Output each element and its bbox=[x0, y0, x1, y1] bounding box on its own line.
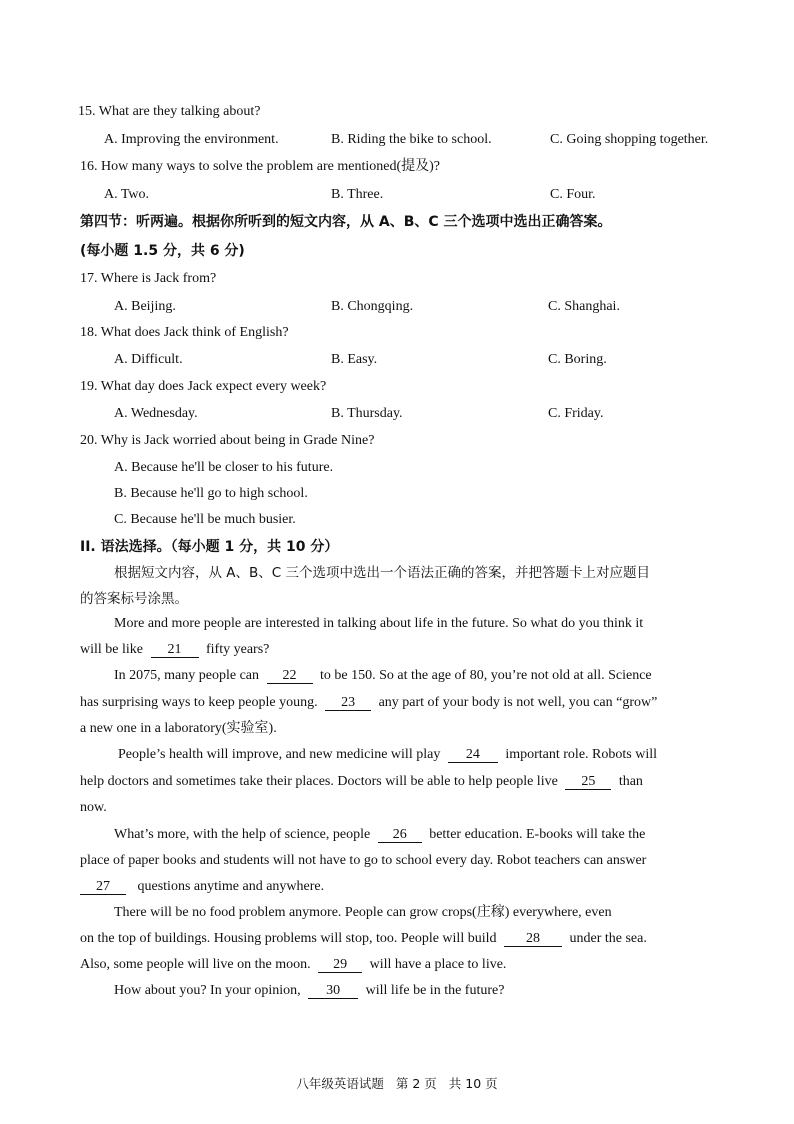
blank-22: 22 bbox=[267, 668, 313, 684]
blank-28: 28 bbox=[504, 931, 562, 947]
passage-line-8: now. bbox=[80, 800, 107, 815]
question-16-option-b: B. Three. bbox=[331, 187, 384, 202]
question-19-option-a: A. Wednesday. bbox=[114, 406, 198, 421]
question-18-stem: 18. What does Jack think of English? bbox=[80, 325, 289, 340]
passage-line-6: People’s health will improve, and new medicine will play 24 important role. Robots will bbox=[118, 747, 657, 762]
question-20-stem: 20. Why is Jack worried about being in Grade Nine? bbox=[80, 433, 375, 448]
passage-line-14: Also, some people will live on the moon. 29 will have a place to live. bbox=[80, 957, 507, 972]
blank-21: 21 bbox=[151, 642, 199, 658]
question-20-option-a: A. Because he'll be closer to his future. bbox=[114, 460, 334, 475]
passage-line-1: More and more people are interested in talking about life in the future. So what do you think it bbox=[114, 616, 644, 631]
page-footer bbox=[0, 1074, 794, 1092]
passage-line-13: on the top of buildings. Housing problems will stop, too. People will build 28 under the sea. bbox=[80, 931, 647, 946]
blank-27: 27 bbox=[80, 879, 126, 895]
question-15-option-c: C. Going shopping together. bbox=[550, 132, 709, 147]
question-17-option-c: C. Shanghai. bbox=[548, 299, 620, 314]
question-18-option-a: A. Difficult. bbox=[114, 352, 183, 367]
part-2-title: II. 语法选择。（每小题 1 分，共 10 分） bbox=[80, 539, 339, 555]
blank-29: 29 bbox=[318, 957, 362, 973]
passage-line-12: There will be no food problem anymore. People can grow crops(庄稼) everywhere, even bbox=[114, 905, 612, 920]
question-17-stem: 17. Where is Jack from? bbox=[80, 271, 217, 286]
question-15-stem: 15. What are they talking about? bbox=[78, 104, 261, 119]
blank-24: 24 bbox=[448, 747, 498, 763]
blank-25: 25 bbox=[565, 774, 611, 790]
part-2-instruction-line-1: 根据短文内容，从 A、B、C 三个选项中选出一个语法正确的答案，并把答题卡上对应题目 bbox=[114, 565, 651, 581]
question-15-option-b: B. Riding the bike to school. bbox=[331, 132, 492, 147]
question-16-stem: 16. How many ways to solve the problem are mentioned(提及)? bbox=[80, 159, 441, 174]
blank-26: 26 bbox=[378, 827, 422, 843]
question-15-option-a: A. Improving the environment. bbox=[104, 132, 279, 147]
passage-line-3: In 2075, many people can 22 to be 150. So at the age of 80, you’re not old at all. Science bbox=[114, 668, 652, 683]
part-2-instruction-line-2: 的答案标号涂黑。 bbox=[80, 591, 188, 607]
question-18-option-c: C. Boring. bbox=[548, 352, 607, 367]
question-19-option-c: C. Friday. bbox=[548, 406, 604, 421]
passage-line-7: help doctors and sometimes take their places. Doctors will be able to help people live 25 than bbox=[80, 774, 643, 789]
question-20-option-c: C. Because he'll be much busier. bbox=[114, 512, 296, 527]
question-19-option-b: B. Thursday. bbox=[331, 406, 403, 421]
passage-line-10: place of paper books and students will not have to go to school every day. Robot teachers can answer bbox=[80, 853, 647, 868]
passage-line-11: 27 questions anytime and anywhere. bbox=[80, 878, 324, 896]
passage-line-2: will be like 21 fifty years? bbox=[80, 642, 270, 657]
footer-total-pages: 共 10 页 bbox=[448, 1076, 498, 1091]
section-4-scoring: (每小题 1.5 分，共 6 分) bbox=[80, 243, 245, 259]
footer-subject: 八年级英语试题 bbox=[296, 1076, 384, 1091]
question-17-option-b: B. Chongqing. bbox=[331, 299, 414, 314]
footer-page-number: 第 2 页 bbox=[395, 1076, 437, 1091]
passage-line-4: has surprising ways to keep people young. 23 any part of your body is not well, you can “grow” bbox=[80, 695, 658, 710]
passage-line-9: What’s more, with the help of science, people 26 better education. E-books will take the bbox=[114, 827, 646, 842]
passage-line-15: How about you? In your opinion, 30 will life be in the future? bbox=[114, 983, 505, 998]
question-16-option-a: A. Two. bbox=[104, 187, 150, 202]
question-17-option-a: A. Beijing. bbox=[114, 299, 176, 314]
passage-line-5: a new one in a laboratory(实验室). bbox=[80, 721, 277, 736]
blank-23: 23 bbox=[325, 695, 371, 711]
question-20-option-b: B. Because he'll go to high school. bbox=[114, 486, 308, 501]
question-16-option-c: C. Four. bbox=[550, 187, 596, 202]
blank-30: 30 bbox=[308, 983, 358, 999]
question-19-stem: 19. What day does Jack expect every week? bbox=[80, 379, 327, 394]
question-18-option-b: B. Easy. bbox=[331, 352, 378, 367]
section-4-title: 第四节：听两遍。根据你所听到的短文内容，从 A、B、C 三个选项中选出正确答案。 bbox=[80, 214, 612, 230]
